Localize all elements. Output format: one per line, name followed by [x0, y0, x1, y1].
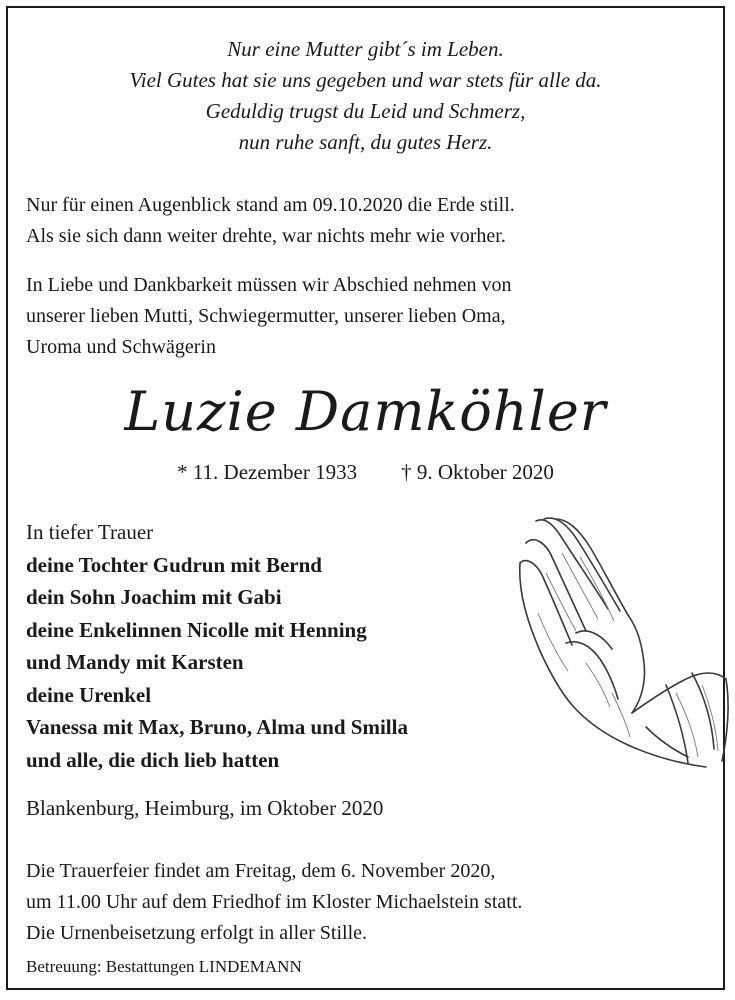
mourner-line: Vanessa mit Max, Bruno, Alma und Smilla: [26, 715, 408, 739]
intro-paragraph: [26, 190, 716, 252]
funeral-line: Die Trauerfeier findet am Freitag, dem 6. November 2020,: [26, 860, 496, 882]
farewell-paragraph: [26, 270, 716, 363]
mourners-list: [26, 516, 526, 776]
poem-line: nun ruhe sanft, du gutes Herz.: [238, 130, 493, 154]
deceased-name: Luzie Damköhler: [124, 380, 607, 443]
funeral-info: [26, 856, 716, 949]
undertaker: Betreuung: Bestattungen LINDEMANN: [26, 957, 302, 976]
mourner-line: und Mandy mit Karsten: [26, 650, 244, 674]
mourner-line: deine Tochter Gudrun mit Bernd: [26, 552, 322, 577]
life-dates: [8, 460, 723, 485]
farewell-line: Uroma und Schwägerin: [26, 336, 216, 358]
obituary-frame: [6, 6, 725, 990]
praying-hands-icon: [516, 513, 731, 778]
mourner-line: deine Enkelinnen Nicolle mit Henning: [26, 617, 367, 642]
poem-line: Geduldig trugst du Leid und Schmerz,: [205, 99, 526, 123]
mourner-line: dein Sohn Joachim mit Gabi: [26, 585, 282, 609]
mourner-line: und alle, die dich lieb hatten: [26, 747, 280, 772]
farewell-line: In Liebe und Dankbarkeit müssen wir Abschied nehmen von: [26, 274, 512, 296]
poem-line: Nur eine Mutter gibt´s im Leben.: [227, 37, 504, 61]
funeral-line: um 11.00 Uhr auf dem Friedhof im Kloster Michaelstein statt.: [26, 891, 523, 913]
farewell-line: unserer lieben Mutti, Schwiegermutter, unserer lieben Oma,: [26, 305, 506, 327]
mourners-heading: In tiefer Trauer: [26, 520, 154, 544]
intro-line: Als sie sich dann weiter drehte, war nichts mehr wie vorher.: [26, 225, 506, 247]
intro-line: Nur für einen Augenblick stand am 09.10.2020 die Erde still.: [26, 194, 515, 216]
death-date: † 9. Oktober 2020: [401, 460, 554, 484]
mourner-line: deine Urenkel: [26, 682, 152, 707]
place-date: Blankenburg, Heimburg, im Oktober 2020: [26, 796, 384, 820]
poem-line: Viel Gutes hat sie uns gegeben und war stets für alle da.: [129, 68, 602, 92]
funeral-line: Die Urnenbeisetzung erfolgt in aller Stille.: [26, 922, 368, 944]
poem: [8, 34, 723, 158]
birth-date: * 11. Dezember 1933: [177, 460, 358, 484]
